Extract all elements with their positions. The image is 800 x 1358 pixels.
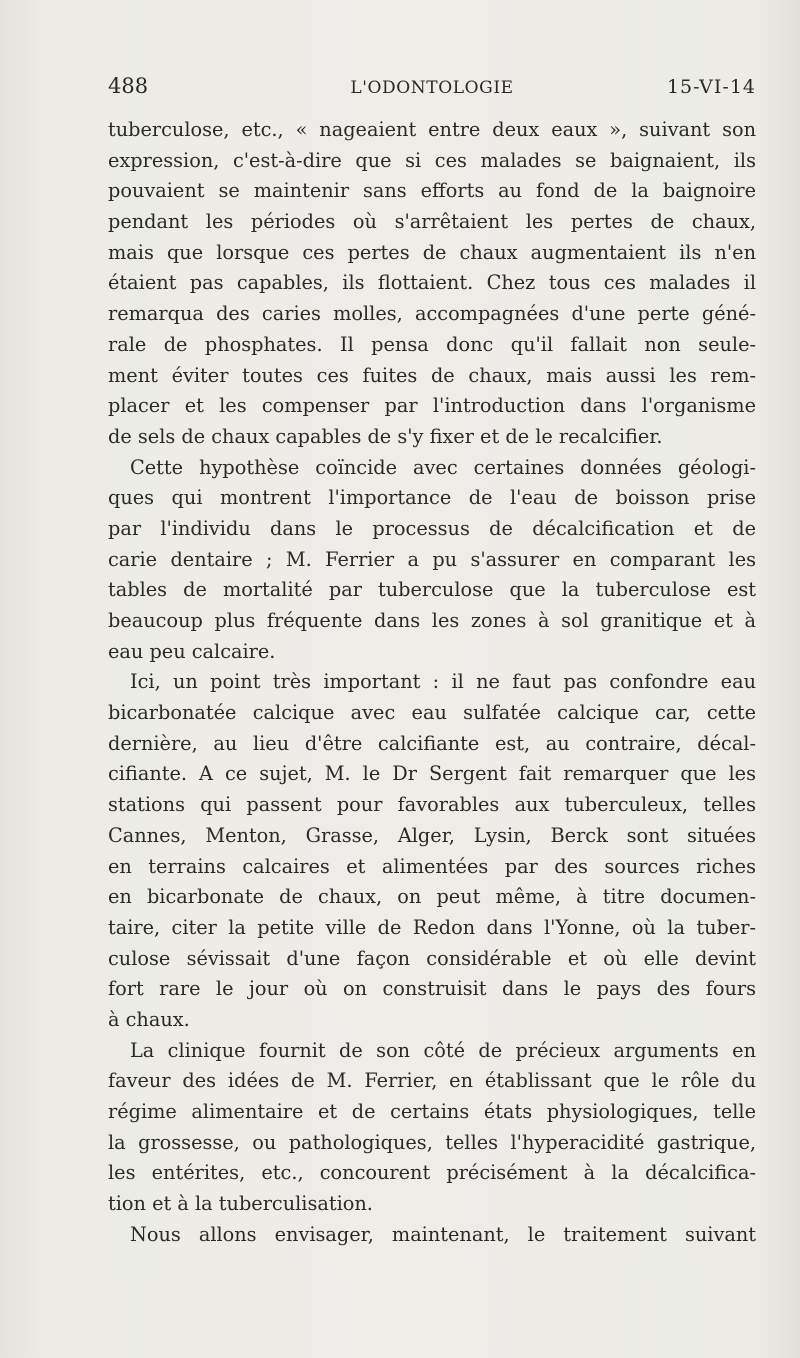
text-line: carie dentaire ; M. Ferrier a pu s'assurer en comparant les — [108, 547, 756, 571]
text-line: tables de mortalité par tuberculose que la tuberculose est — [108, 578, 756, 602]
text-line: régime alimentaire et de certains états physiologiques, telle — [108, 1100, 756, 1123]
text-line: Cette hypothèse coïncide avec certaines données géologi- — [130, 455, 756, 479]
text-line: bicarbonatée calcique avec eau sulfatée calcique car, cette — [108, 701, 756, 725]
text-line: beaucoup plus fréquente dans les zones à sol granitique et à — [108, 609, 756, 632]
page-number: 488 — [108, 74, 149, 98]
text-line: stations qui passent pour favorables aux tuberculeux, telles — [108, 793, 756, 817]
text-line: la grossesse, ou pathologiques, telles l'hyperacidité gastrique, — [108, 1130, 756, 1154]
text-line: dernière, au lieu d'être calcifiante est, au contraire, décal- — [108, 731, 756, 755]
text-line: ment éviter toutes ces fuites de chaux, mais aussi les rem- — [108, 363, 756, 387]
text-line: rale de phosphates. Il pensa donc qu'il fallait non seule- — [108, 332, 756, 356]
text-line: La clinique fournit de son côté de précieux arguments en — [130, 1038, 756, 1062]
text-line: par l'individu dans le processus de décalcification et de — [108, 516, 756, 540]
text-line: pouvaient se maintenir sans efforts au fond de la baignoire — [108, 179, 756, 203]
text-line: expression, c'est-à-dire que si ces malades se baignaient, ils — [108, 148, 756, 172]
text-line: à chaux. — [108, 1007, 190, 1031]
text-line: pendant les périodes où s'arrêtaient les pertes de chaux, — [108, 210, 756, 234]
text-line: culose sévissait d'une façon considérable et où elle devint — [108, 946, 756, 970]
text-line: tion et à la tuberculisation. — [108, 1192, 373, 1216]
text-line: taire, citer la petite ville de Redon dans l'Yonne, où la tuber- — [108, 915, 756, 939]
text-line: de sels de chaux capables de s'y fixer et de le recalcifier. — [108, 424, 663, 448]
text-line: eau peu calcaire. — [108, 639, 276, 663]
text-line: Cannes, Menton, Grasse, Alger, Lysin, Berck sont situées — [108, 823, 756, 847]
text-line: tuberculose, etc., « nageaient entre deux eaux », suivant son — [108, 118, 756, 141]
text-line: cifiante. A ce sujet, M. le Dr Sergent fait remarquer que les — [108, 762, 756, 786]
text-line: en terrains calcaires et alimentées par des sources riches — [108, 854, 756, 878]
text-line: étaient pas capables, ils flottaient. Chez tous ces malades il — [108, 271, 756, 295]
running-title: L'ODONTOLOGIE — [350, 78, 514, 98]
body-text — [108, 115, 756, 1250]
text-line: remarqua des caries molles, accompagnées d'une perte géné- — [108, 302, 756, 326]
text-line: fort rare le jour où on construisit dans le pays des fours — [108, 977, 756, 1001]
text-line: faveur des idées de M. Ferrier, en établissant que le rôle du — [108, 1069, 756, 1093]
text-line: Nous allons envisager, maintenant, le traitement suivant — [130, 1222, 756, 1246]
text-line: Ici, un point très important : il ne faut pas confondre eau — [130, 670, 756, 694]
text-line: ques qui montrent l'importance de l'eau de boisson prise — [108, 486, 756, 510]
text-line: en bicarbonate de chaux, on peut même, à titre documen- — [108, 885, 756, 909]
text-line: les entérites, etc., concourent précisément à la décalcifica- — [108, 1161, 756, 1185]
page-header — [108, 74, 756, 106]
issue-date: 15-VI-14 — [666, 76, 756, 98]
text-line: mais que lorsque ces pertes de chaux augmentaient ils n'en — [108, 240, 756, 264]
text-line: placer et les compenser par l'introduction dans l'organisme — [108, 394, 756, 418]
